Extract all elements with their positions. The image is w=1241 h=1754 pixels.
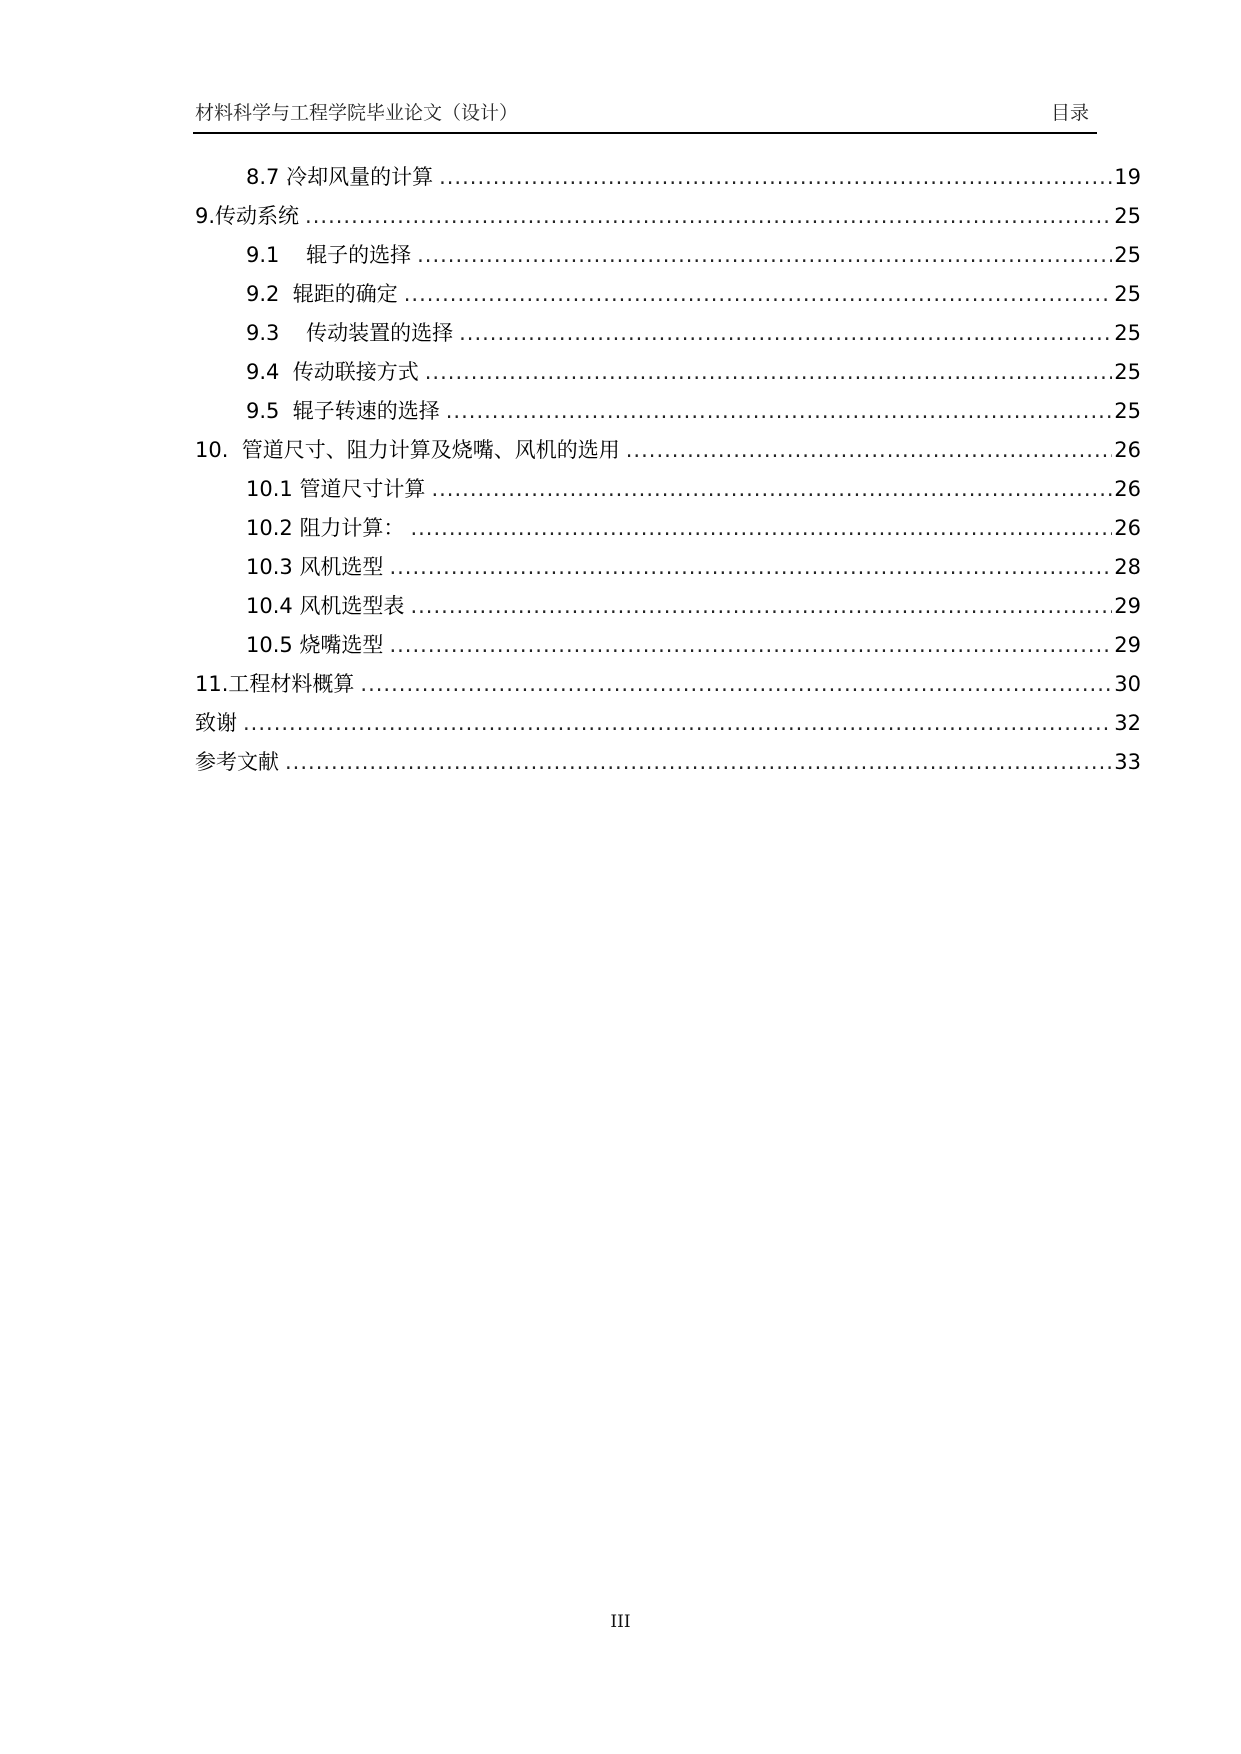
toc-entry-number: 8.7 <box>246 165 287 189</box>
toc-entry[interactable] <box>195 317 1141 356</box>
toc-entry-title: 辊距的确定 <box>292 282 398 306</box>
toc-entry-title: 辊子转速的选择 <box>292 399 440 423</box>
toc-dot-leader <box>431 477 1112 501</box>
toc-dot-leader <box>389 555 1112 579</box>
toc-entry-title: 阻力计算： <box>299 516 405 540</box>
toc-entry-page: 33 <box>1114 750 1141 774</box>
toc-entry-page: 30 <box>1114 672 1141 696</box>
toc-entry-title: 风机选型 <box>299 555 384 579</box>
toc-entry-title: 辊子的选择 <box>306 243 412 267</box>
toc-entry-number: 11. <box>195 672 229 696</box>
toc-entry-number: 9.5 <box>246 399 293 423</box>
toc-entry-page: 26 <box>1114 438 1141 462</box>
toc-entry-title: 传动系统 <box>215 204 300 228</box>
toc-entry[interactable] <box>195 746 1141 785</box>
toc-entry[interactable] <box>195 395 1141 434</box>
toc-entry[interactable] <box>195 590 1141 629</box>
toc-entry-title: 传动联接方式 <box>292 360 419 384</box>
table-of-contents <box>195 161 1141 785</box>
toc-dot-leader <box>626 438 1113 462</box>
toc-entry-number: 9.1 <box>246 243 307 267</box>
toc-entry-number: 10.3 <box>246 555 300 579</box>
toc-dot-leader <box>305 204 1112 228</box>
toc-entry-page: 25 <box>1114 243 1141 267</box>
header-section-title: 目录 <box>1050 102 1089 124</box>
toc-entry-page: 25 <box>1114 360 1141 384</box>
toc-entry-number: 9. <box>195 204 216 228</box>
toc-entry-number: 10. <box>195 438 242 462</box>
toc-entry-title: 管道尺寸计算 <box>299 477 426 501</box>
toc-entry-number: 10.1 <box>246 477 300 501</box>
page-footer <box>0 1612 1241 1632</box>
toc-entry-number: 9.2 <box>246 282 293 306</box>
toc-entry-page: 26 <box>1114 516 1141 540</box>
toc-entry-number: 10.5 <box>246 633 300 657</box>
toc-entry[interactable] <box>195 512 1141 551</box>
toc-dot-leader <box>410 594 1112 618</box>
toc-dot-leader <box>243 711 1112 735</box>
toc-entry[interactable] <box>195 668 1141 707</box>
toc-entry[interactable] <box>195 239 1141 278</box>
toc-entry-page: 25 <box>1114 204 1141 228</box>
toc-entry[interactable] <box>195 473 1141 512</box>
toc-dot-leader <box>410 516 1112 540</box>
toc-dot-leader <box>404 282 1113 306</box>
toc-entry[interactable] <box>195 629 1141 668</box>
toc-entry[interactable] <box>195 200 1141 239</box>
toc-entry-title: 工程材料概算 <box>228 672 355 696</box>
toc-entry-page: 19 <box>1114 165 1141 189</box>
toc-entry-number: 10.4 <box>246 594 300 618</box>
toc-dot-leader <box>360 672 1112 696</box>
header-thesis-title: 材料科学与工程学院毕业论文（设计） <box>195 102 519 124</box>
toc-dot-leader <box>459 321 1112 345</box>
toc-entry-title: 烧嘴选型 <box>299 633 384 657</box>
toc-dot-leader <box>439 165 1112 189</box>
toc-entry[interactable] <box>195 161 1141 200</box>
toc-entry-title: 管道尺寸、阻力计算及烧嘴、风机的选用 <box>241 438 620 462</box>
toc-entry-number: 10.2 <box>246 516 300 540</box>
toc-entry-title: 传动装置的选择 <box>306 321 454 345</box>
toc-entry-page: 25 <box>1114 321 1141 345</box>
toc-entry[interactable] <box>195 551 1141 590</box>
toc-entry-number: 9.4 <box>246 360 293 384</box>
toc-entry-page: 25 <box>1114 282 1141 306</box>
toc-entry-title: 参考文献 <box>195 750 279 774</box>
toc-entry-title: 冷却风量的计算 <box>286 165 434 189</box>
toc-entry[interactable] <box>195 278 1141 317</box>
toc-dot-leader <box>425 360 1113 384</box>
toc-entry-title: 风机选型表 <box>299 594 405 618</box>
toc-dot-leader <box>389 633 1112 657</box>
toc-entry-title: 致谢 <box>195 711 237 735</box>
toc-entry[interactable] <box>195 356 1141 395</box>
toc-entry-page: 29 <box>1114 633 1141 657</box>
toc-entry-page: 29 <box>1114 594 1141 618</box>
toc-dot-leader <box>446 399 1113 423</box>
page-number: III <box>610 1612 631 1632</box>
toc-entry-page: 32 <box>1114 711 1141 735</box>
page-header <box>193 96 1097 134</box>
toc-entry-page: 28 <box>1114 555 1141 579</box>
toc-entry[interactable] <box>195 707 1141 746</box>
toc-dot-leader <box>417 243 1112 267</box>
toc-dot-leader <box>285 750 1112 774</box>
toc-entry[interactable] <box>195 434 1141 473</box>
toc-entry-page: 25 <box>1114 399 1141 423</box>
toc-entry-number: 9.3 <box>246 321 307 345</box>
toc-entry-page: 26 <box>1114 477 1141 501</box>
